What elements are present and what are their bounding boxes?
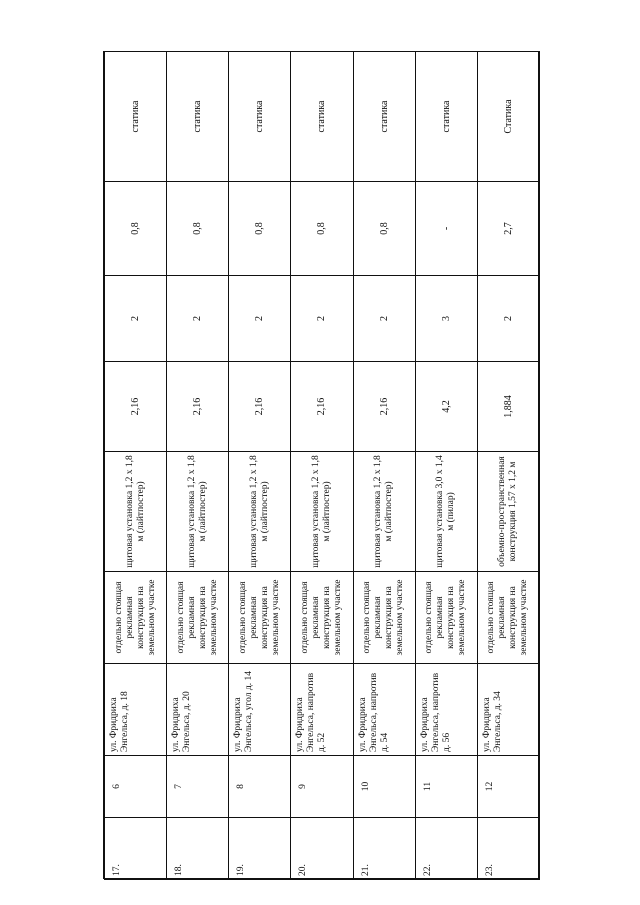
status-cell: статика — [229, 52, 291, 182]
row-number: 18. — [167, 818, 229, 880]
structure-number: 10 — [353, 756, 415, 818]
status-cell: статика — [353, 52, 415, 182]
address-cell: ул. Фридриха Энгельса, д. 34 — [477, 664, 539, 756]
table-frame — [103, 51, 539, 879]
structure-type-cell: щитовая установка 1,2 х 1,8 м (лайтпостер) — [353, 452, 415, 572]
address-cell: ул. Фридриха Энгельса, напротив д. 52 — [291, 664, 353, 756]
status-cell: статика — [105, 52, 167, 182]
sides-cell: 2 — [167, 276, 229, 362]
sides-cell: 2 — [105, 276, 167, 362]
structure-number: 7 — [167, 756, 229, 818]
row-number: 17. — [105, 818, 167, 880]
structure-kind-cell: отдельно стоящая рекламная конструкция на земельном участке — [415, 572, 477, 664]
structure-type-cell: щитовая установка 1,2 х 1,8 м (лайтпостер) — [291, 452, 353, 572]
table-row — [415, 52, 477, 880]
height-cell: 0,8 — [229, 182, 291, 276]
sides-cell: 2 — [353, 276, 415, 362]
row-number: 20. — [291, 818, 353, 880]
table-row — [167, 52, 229, 880]
table-row — [477, 52, 539, 880]
table-row — [105, 52, 167, 880]
structure-number: 8 — [229, 756, 291, 818]
height-cell: 0,8 — [105, 182, 167, 276]
height-cell: 2,7 — [477, 182, 539, 276]
status-cell: статика — [415, 52, 477, 182]
status-cell: Статика — [477, 52, 539, 182]
address-cell: ул. Фридриха Энгельса, д. 18 — [105, 664, 167, 756]
sides-cell: 2 — [477, 276, 539, 362]
height-cell: - — [415, 182, 477, 276]
structure-kind-cell: отдельно стоящая рекламная конструкция на земельном участке — [105, 572, 167, 664]
structure-number: 9 — [291, 756, 353, 818]
table-row — [291, 52, 353, 880]
table-row — [353, 52, 415, 880]
area-cell: 2,16 — [105, 362, 167, 452]
address-cell: ул. Фридриха Энгельса, д. 20 — [167, 664, 229, 756]
area-cell: 2,16 — [291, 362, 353, 452]
height-cell: 0,8 — [353, 182, 415, 276]
structure-type-cell: щитовая установка 1,2 х 1,8 м (лайтпостер) — [167, 452, 229, 572]
area-cell: 2,16 — [167, 362, 229, 452]
row-number: 21. — [353, 818, 415, 880]
area-cell: 2,16 — [229, 362, 291, 452]
structure-number: 12 — [477, 756, 539, 818]
status-cell: статика — [291, 52, 353, 182]
address-cell: ул. Фридриха Энгельса, угол д. 14 — [229, 664, 291, 756]
structure-kind-cell: отдельно стоящая рекламная конструкция на земельном участке — [167, 572, 229, 664]
area-cell: 2,16 — [353, 362, 415, 452]
sides-cell: 2 — [229, 276, 291, 362]
table-row — [229, 52, 291, 880]
area-cell: 1,884 — [477, 362, 539, 452]
structure-type-cell: щитовая установка 1,2 х 1,8 м (лайтпостер) — [105, 452, 167, 572]
row-number: 23. — [477, 818, 539, 880]
structure-kind-cell: отдельно стоящая рекламная конструкция на земельном участке — [477, 572, 539, 664]
structure-kind-cell: отдельно стоящая рекламная конструкция на земельном участке — [353, 572, 415, 664]
status-cell: статика — [167, 52, 229, 182]
height-cell: 0,8 — [167, 182, 229, 276]
structure-number: 6 — [105, 756, 167, 818]
address-cell: ул. Фридриха Энгельса, напротив д. 56 — [415, 664, 477, 756]
structure-kind-cell: отдельно стоящая рекламная конструкция на земельном участке — [229, 572, 291, 664]
rotated-table-container — [104, 52, 540, 880]
advertising-structures-table — [104, 51, 540, 880]
row-number: 22. — [415, 818, 477, 880]
row-number: 19. — [229, 818, 291, 880]
sides-cell: 3 — [415, 276, 477, 362]
structure-type-cell: щитовая установка 1,2 х 1,8 м (лайтпостер) — [229, 452, 291, 572]
address-cell: ул. Фридриха Энгельса, напротив д. 54 — [353, 664, 415, 756]
structure-number: 11 — [415, 756, 477, 818]
area-cell: 4,2 — [415, 362, 477, 452]
structure-type-cell: щитовая установка 3,0 х 1,4 м (пилар) — [415, 452, 477, 572]
sides-cell: 2 — [291, 276, 353, 362]
structure-type-cell: объемно-пространственная конструкция 1,57 х 1,2 м — [477, 452, 539, 572]
height-cell: 0,8 — [291, 182, 353, 276]
structure-kind-cell: отдельно стоящая рекламная конструкция на земельном участке — [291, 572, 353, 664]
